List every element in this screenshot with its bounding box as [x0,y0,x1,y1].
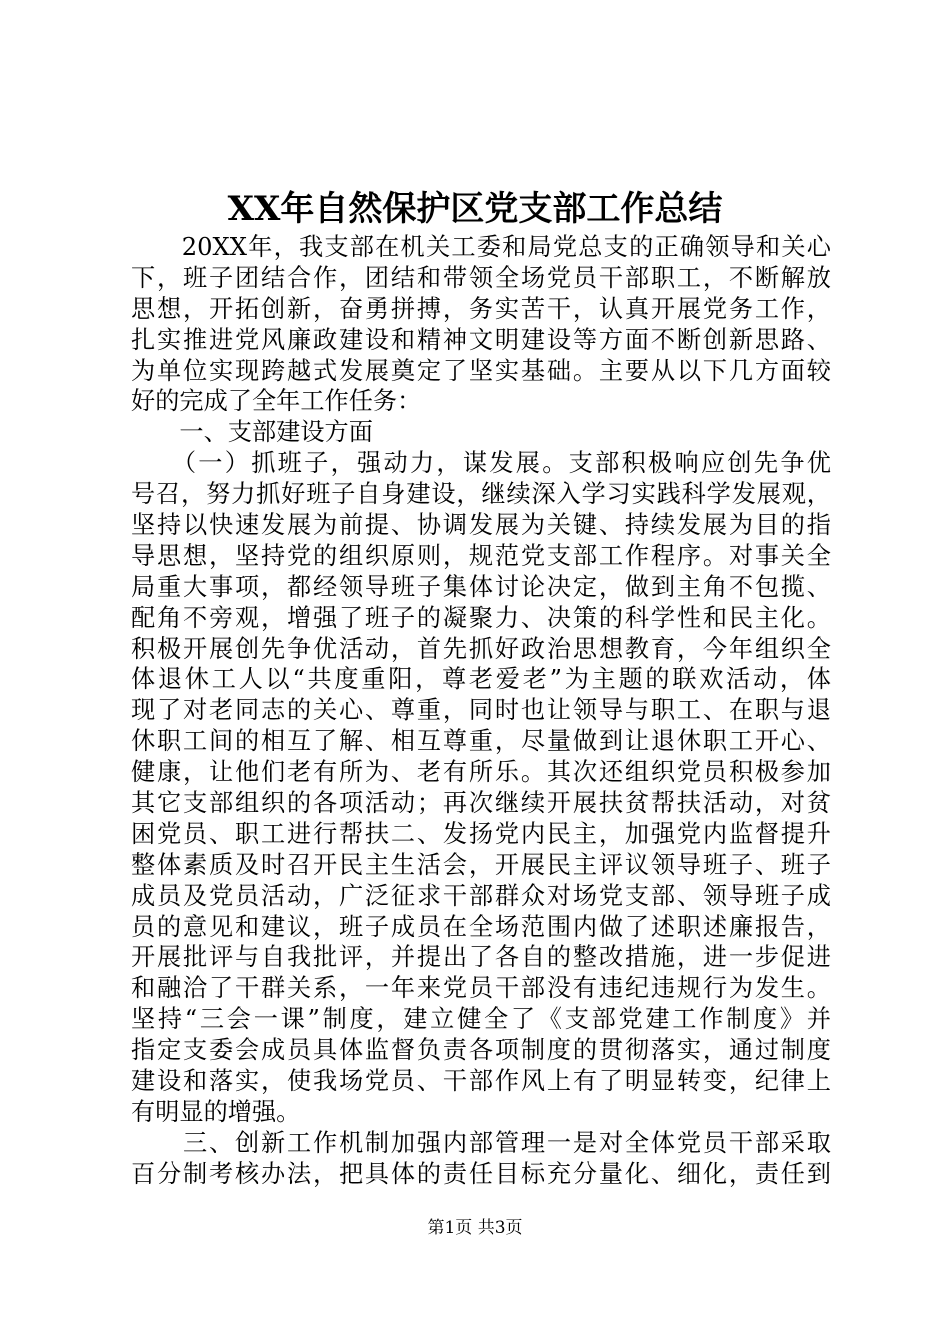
text-line: 思想，开拓创新，奋勇拼搏，务实苦干，认真开展党务工作， [131,294,831,323]
text-line: 指定支委会成员具体监督负责各项制度的贯彻落实，通过制度 [131,1036,831,1065]
text-line: 积极开展创先争优活动，首先抓好政治思想教育，今年组织全 [131,634,831,663]
text-line: 局重大事项，都经领导班子集体讨论决定，做到主角不包揽、 [131,572,831,601]
text-line: 和融洽了干群关系，一年来党员干部没有违纪违规行为发生。 [131,974,831,1003]
text-line: 健康，让他们老有所为、老有所乐。其次还组织党员积极参加 [131,758,831,787]
document-body [131,232,831,1190]
text-line: 坚持“三会一课”制度，建立健全了《支部党建工作制度》并 [131,1005,831,1034]
text-line: 配角不旁观，增强了班子的凝聚力、决策的科学性和民主化。 [131,603,831,632]
text-line: 现了对老同志的关心、尊重，同时也让领导与职工、在职与退 [131,696,831,725]
text-line: 成员及党员活动，广泛征求干部群众对场党支部、领导班子成 [131,881,831,910]
text-line: 百分制考核办法，把具体的责任目标充分量化、细化，责任到 [131,1159,831,1188]
text-line: 三、创新工作机制加强内部管理一是对全体党员干部采取 [131,1128,831,1157]
text-line: 好的完成了全年工作任务： [131,387,422,416]
text-line: 困党员、职工进行帮扶二、发扬党内民主，加强党内监督提升 [131,819,831,848]
text-line: 开展批评与自我批评，并提出了各自的整改措施，进一步促进 [131,943,831,972]
text-line: 有明显的增强。 [131,1097,301,1126]
text-line: 其它支部组织的各项活动；再次继续开展扶贫帮扶活动，对贫 [131,789,831,818]
page-footer: 第1页 共3页 [427,1218,523,1238]
text-line: 整体素质及时召开民主生活会，开展民主评议领导班子、班子 [131,850,831,879]
text-line: （一）抓班子，强动力，谋发展。支部积极响应创先争优 [131,449,831,478]
text-line: 一、支部建设方面 [131,418,373,447]
text-line: 坚持以快速发展为前提、协调发展为关键、持续发展为目的指 [131,511,831,540]
text-line: 体退休工人以“共度重阳，尊老爱老”为主题的联欢活动，体 [131,665,831,694]
text-line: 建设和落实，使我场党员、干部作风上有了明显转变，纪律上 [131,1067,831,1096]
text-line: 扎实推进党风廉政建设和精神文明建设等方面不断创新思路、 [131,325,831,354]
text-line: 号召，努力抓好班子自身建设，继续深入学习实践科学发展观， [131,480,831,509]
text-line: 休职工间的相互了解、相互尊重，尽量做到让退休职工开心、 [131,727,831,756]
text-line: 下，班子团结合作，团结和带领全场党员干部职工，不断解放 [131,263,831,292]
text-line: 20XX年，我支部在机关工委和局党总支的正确领导和关心 [131,233,831,261]
text-line: 导思想，坚持党的组织原则，规范党支部工作程序。对事关全 [131,541,831,570]
text-line: 为单位实现跨越式发展奠定了坚实基础。主要从以下几方面较 [131,356,831,385]
text-line: 员的意见和建议，班子成员在全场范围内做了述职述廉报告， [131,912,831,941]
document-title: XX年自然保护区党支部工作总结 [227,189,723,229]
